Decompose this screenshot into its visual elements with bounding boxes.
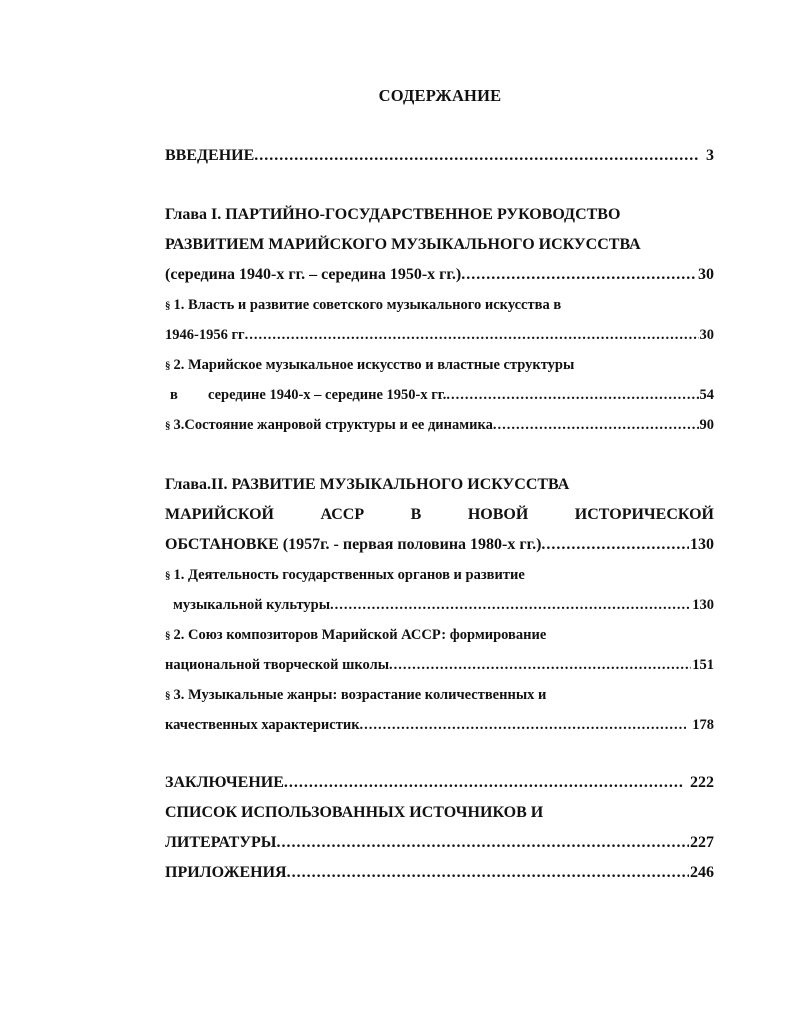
chapter1-heading-line1[interactable]: Глава I. ПАРТИЙНО-ГОСУДАРСТВЕННОЕ РУКОВОДСТВО bbox=[165, 206, 621, 223]
toc-page-number: 90 bbox=[699, 417, 714, 433]
toc-entry-label: ЗАКЛЮЧЕНИЕ bbox=[165, 774, 284, 791]
toc-entry-label: ПРИЛОЖЕНИЯ bbox=[165, 864, 287, 881]
leader-dots bbox=[360, 714, 687, 736]
toc-entry-sources-line1[interactable]: СПИСОК ИСПОЛЬЗОВАННЫХ ИСТОЧНИКОВ И bbox=[165, 804, 544, 821]
chapter1-section3[interactable] bbox=[165, 414, 714, 436]
toc-entry-label: качественных характеристик bbox=[165, 717, 360, 733]
chapter2-section3-line1[interactable] bbox=[165, 684, 714, 706]
toc-entry-label: 1946-1956 гг bbox=[165, 327, 245, 343]
chapter2-heading-line1[interactable]: Глава.II. РАЗВИТИЕ МУЗЫКАЛЬНОГО ИСКУССТВА bbox=[165, 476, 570, 493]
toc-page-number: 151 bbox=[692, 657, 714, 673]
chapter1-section2-line1[interactable] bbox=[165, 354, 714, 376]
toc-entry-label: 3.Состояние жанровой структуры и ее динамика bbox=[173, 417, 493, 433]
leader-dots bbox=[254, 145, 700, 167]
toc-entry-label: 3. Музыкальные жанры: возрастание количественных и bbox=[173, 687, 547, 703]
toc-page-number: 3 bbox=[706, 147, 714, 164]
leader-dots bbox=[461, 264, 697, 286]
toc-entry-label: (середина 1940-х гг. – середина 1950-х гг.) bbox=[165, 266, 462, 283]
leader-dots bbox=[330, 594, 691, 616]
toc-page-number: 54 bbox=[699, 387, 714, 403]
heading-word: ИСТОРИЧЕСКОЙ bbox=[574, 506, 714, 523]
chapter2-section1-line1[interactable] bbox=[165, 564, 714, 586]
toc-entry-intro[interactable] bbox=[165, 145, 714, 167]
heading-word: МАРИЙСКОЙ bbox=[165, 506, 274, 523]
toc-page-number: 227 bbox=[690, 834, 714, 851]
leader-dots bbox=[287, 862, 689, 884]
toc-page-number: 130 bbox=[690, 536, 714, 553]
chapter2-heading-line2[interactable] bbox=[165, 504, 714, 526]
toc-entry-label: середине 1940-х – середине 1950-х гг. bbox=[208, 387, 447, 403]
section-sign: § bbox=[165, 630, 171, 642]
chapter2-section1-line2[interactable] bbox=[165, 594, 714, 616]
section-sign: § bbox=[165, 420, 171, 432]
page-title: СОДЕРЖАНИЕ bbox=[378, 86, 502, 105]
toc-entry-conclusion[interactable] bbox=[165, 772, 714, 794]
toc-entry-label: 1. Деятельность государственных органов и развитие bbox=[173, 567, 525, 583]
leader-dots bbox=[541, 534, 689, 556]
leader-dots bbox=[389, 654, 691, 676]
chapter2-heading-line3[interactable] bbox=[165, 534, 714, 556]
toc-page-number: 246 bbox=[690, 864, 714, 881]
toc-entry-label: 1. Власть и развитие советского музыкального искусства в bbox=[173, 297, 562, 313]
toc-page-number: 178 bbox=[692, 717, 714, 733]
section-sign: § bbox=[165, 570, 171, 582]
leader-dots bbox=[245, 324, 699, 346]
chapter2-section2-line1[interactable] bbox=[165, 624, 714, 646]
chapter1-section1-line2[interactable] bbox=[165, 324, 714, 346]
toc-entry-label: ВВЕДЕНИЕ bbox=[165, 147, 255, 164]
leader-dots bbox=[284, 772, 684, 794]
leader-dots bbox=[493, 414, 699, 436]
section-sign: § bbox=[165, 690, 171, 702]
toc-entry-label: ОБСТАНОВКЕ (1957г. - первая половина 1980-х гг.) bbox=[165, 536, 542, 553]
leader-dots bbox=[446, 384, 698, 406]
chapter1-heading-line2[interactable]: РАЗВИТИЕМ МАРИЙСКОГО МУЗЫКАЛЬНОГО ИСКУССТВА bbox=[165, 236, 641, 253]
heading-word: В bbox=[410, 506, 422, 523]
toc-entry-label: ЛИТЕРАТУРЫ bbox=[165, 834, 277, 851]
toc-page-number: 30 bbox=[698, 266, 714, 283]
chapter1-section1-line1[interactable] bbox=[165, 294, 714, 316]
leader-dots bbox=[276, 832, 689, 854]
chapter1-section2-line2[interactable] bbox=[165, 384, 714, 406]
toc-entry-label: в bbox=[170, 387, 178, 403]
section-sign: § bbox=[165, 360, 171, 372]
chapter1-heading-line3[interactable] bbox=[165, 264, 714, 286]
heading-word: АССР bbox=[320, 506, 365, 523]
toc-entry-appendix[interactable] bbox=[165, 862, 714, 884]
toc-entry-label: 2. Марийское музыкальное искусство и властные структуры bbox=[173, 357, 575, 373]
toc-page-number: 30 bbox=[699, 327, 714, 343]
toc-entry-label: национальной творческой школы bbox=[165, 657, 390, 673]
toc-page-number: 222 bbox=[690, 774, 714, 791]
section-sign: § bbox=[165, 300, 171, 312]
chapter2-section3-line2[interactable] bbox=[165, 714, 714, 736]
toc-entry-label: 2. Союз композиторов Марийской АССР: формирование bbox=[173, 627, 547, 643]
toc-entry-label: музыкальной культуры bbox=[173, 597, 331, 613]
toc-page-number: 130 bbox=[692, 597, 714, 613]
toc-entry-sources-line2[interactable] bbox=[165, 832, 714, 854]
heading-word: НОВОЙ bbox=[467, 506, 529, 523]
chapter2-section2-line2[interactable] bbox=[165, 654, 714, 676]
